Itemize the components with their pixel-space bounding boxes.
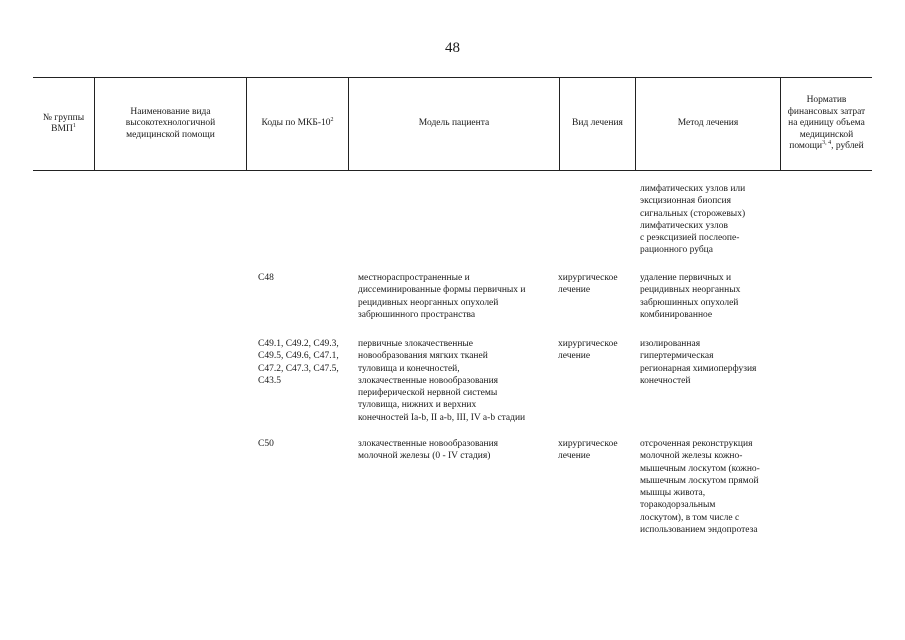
header-vmp-name: Наименование вида высокотехнологичной медицинской помощи xyxy=(94,78,246,170)
row-1-codes: C48 xyxy=(258,273,274,283)
row-2-model: первичные злокачественные новообразования мягких тканей туловища и конечностей, злокачественные новообразования периферической нервной системы туловища, нижних и верхних конечностей Ia-b, II a-b, III, IV a-b стадии xyxy=(358,339,526,423)
header-patient-model: Модель пациента xyxy=(348,78,559,170)
header-icd-codes: Коды по МКБ-$10^2$ xyxy=(246,78,348,170)
row-2-method: изолированная гипертермическая регионарная химиоперфузия конечностей xyxy=(640,339,757,386)
row-3-codes: C50 xyxy=(258,439,274,449)
row-1-model: местнораспространенные и диссеминированные формы первичных и рецидивных неорганных опухолей забрюшинного пространства xyxy=(358,273,526,320)
row-3-model: злокачественные новообразования молочной железы (0 - IV стадия) xyxy=(358,439,499,462)
header-cost-standard: Норматив финансовых затрат на единицу объема медицинской помощи$^{3, 4}$, рублей xyxy=(780,78,872,170)
row-2-codes: C49.1, C49.2, C49.3, C49.5, C49.6, C47.1, C47.2, C47.3, C47.5, C43.5 xyxy=(258,339,339,386)
row-2-treatment-type: хирургическое лечение xyxy=(558,339,618,362)
header-treatment-method: Метод лечения xyxy=(635,78,780,170)
row-0-method: лимфатических узлов или эксцизионная биопсия сигнальных (сторожевых) лимфатических узлов с реэксцизией послеопе- рационного рубца xyxy=(640,184,746,256)
row-3-treatment-type: хирургическое лечение xyxy=(558,439,618,462)
table-header xyxy=(33,77,872,171)
header-group-number: № группы ВМП$^1$ xyxy=(42,112,85,134)
row-3-method: отсроченная реконструкция молочной железы кожно- мышечным лоскутом (кожно- мышечным лоскутом прямой мышцы живота, торакодорзальным лоскутом), в том числе с использованием эндопротеза xyxy=(640,439,760,536)
page-number: 48 xyxy=(445,40,460,56)
row-1-method: удаление первичных и рецидивных неорганных забрюшинных опухолей комбинированное xyxy=(640,273,741,320)
header-treatment-type: Вид лечения xyxy=(559,78,635,170)
row-1-treatment-type: хирургическое лечение xyxy=(558,273,618,296)
